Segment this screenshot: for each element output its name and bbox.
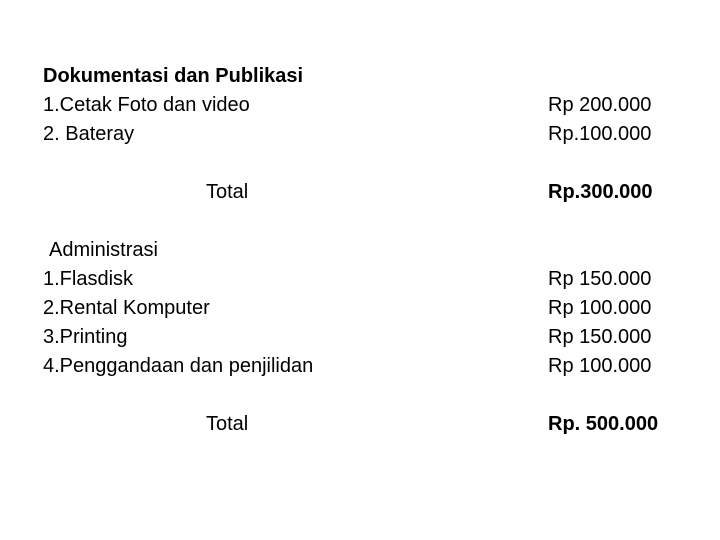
section-documentation-heading: Dokumentasi dan Publikasi bbox=[43, 65, 304, 87]
section-administration-total-label: Total bbox=[206, 413, 249, 435]
section-documentation-total-label: Total bbox=[206, 181, 249, 203]
list-item-price: Rp 100.000 bbox=[548, 355, 652, 377]
list-item-price: Rp 150.000 bbox=[548, 326, 652, 348]
section-administration-list bbox=[43, 236, 313, 381]
list-item-label: 2.Rental Komputer bbox=[43, 297, 210, 319]
section-documentation-total-value: Rp.300.000 bbox=[548, 181, 653, 203]
section-administration-heading: Administrasi bbox=[49, 239, 158, 261]
section-administration-prices bbox=[548, 265, 651, 381]
section-documentation-prices bbox=[548, 91, 651, 149]
list-item-price: Rp.100.000 bbox=[548, 123, 652, 145]
list-item-label: 2. Bateray bbox=[43, 123, 135, 145]
section-administration-total-value: Rp. 500.000 bbox=[548, 413, 659, 435]
list-item-price: Rp 150.000 bbox=[548, 268, 652, 290]
list-item-label: 1.Cetak Foto dan video bbox=[43, 94, 250, 116]
list-item-label: 1.Flasdisk bbox=[43, 268, 134, 290]
section-documentation-list bbox=[43, 62, 303, 149]
list-item-label: 3.Printing bbox=[43, 326, 128, 348]
list-item-label: 4.Penggandaan dan penjilidan bbox=[43, 355, 314, 377]
list-item-price: Rp 100.000 bbox=[548, 297, 652, 319]
list-item-price: Rp 200.000 bbox=[548, 94, 652, 116]
